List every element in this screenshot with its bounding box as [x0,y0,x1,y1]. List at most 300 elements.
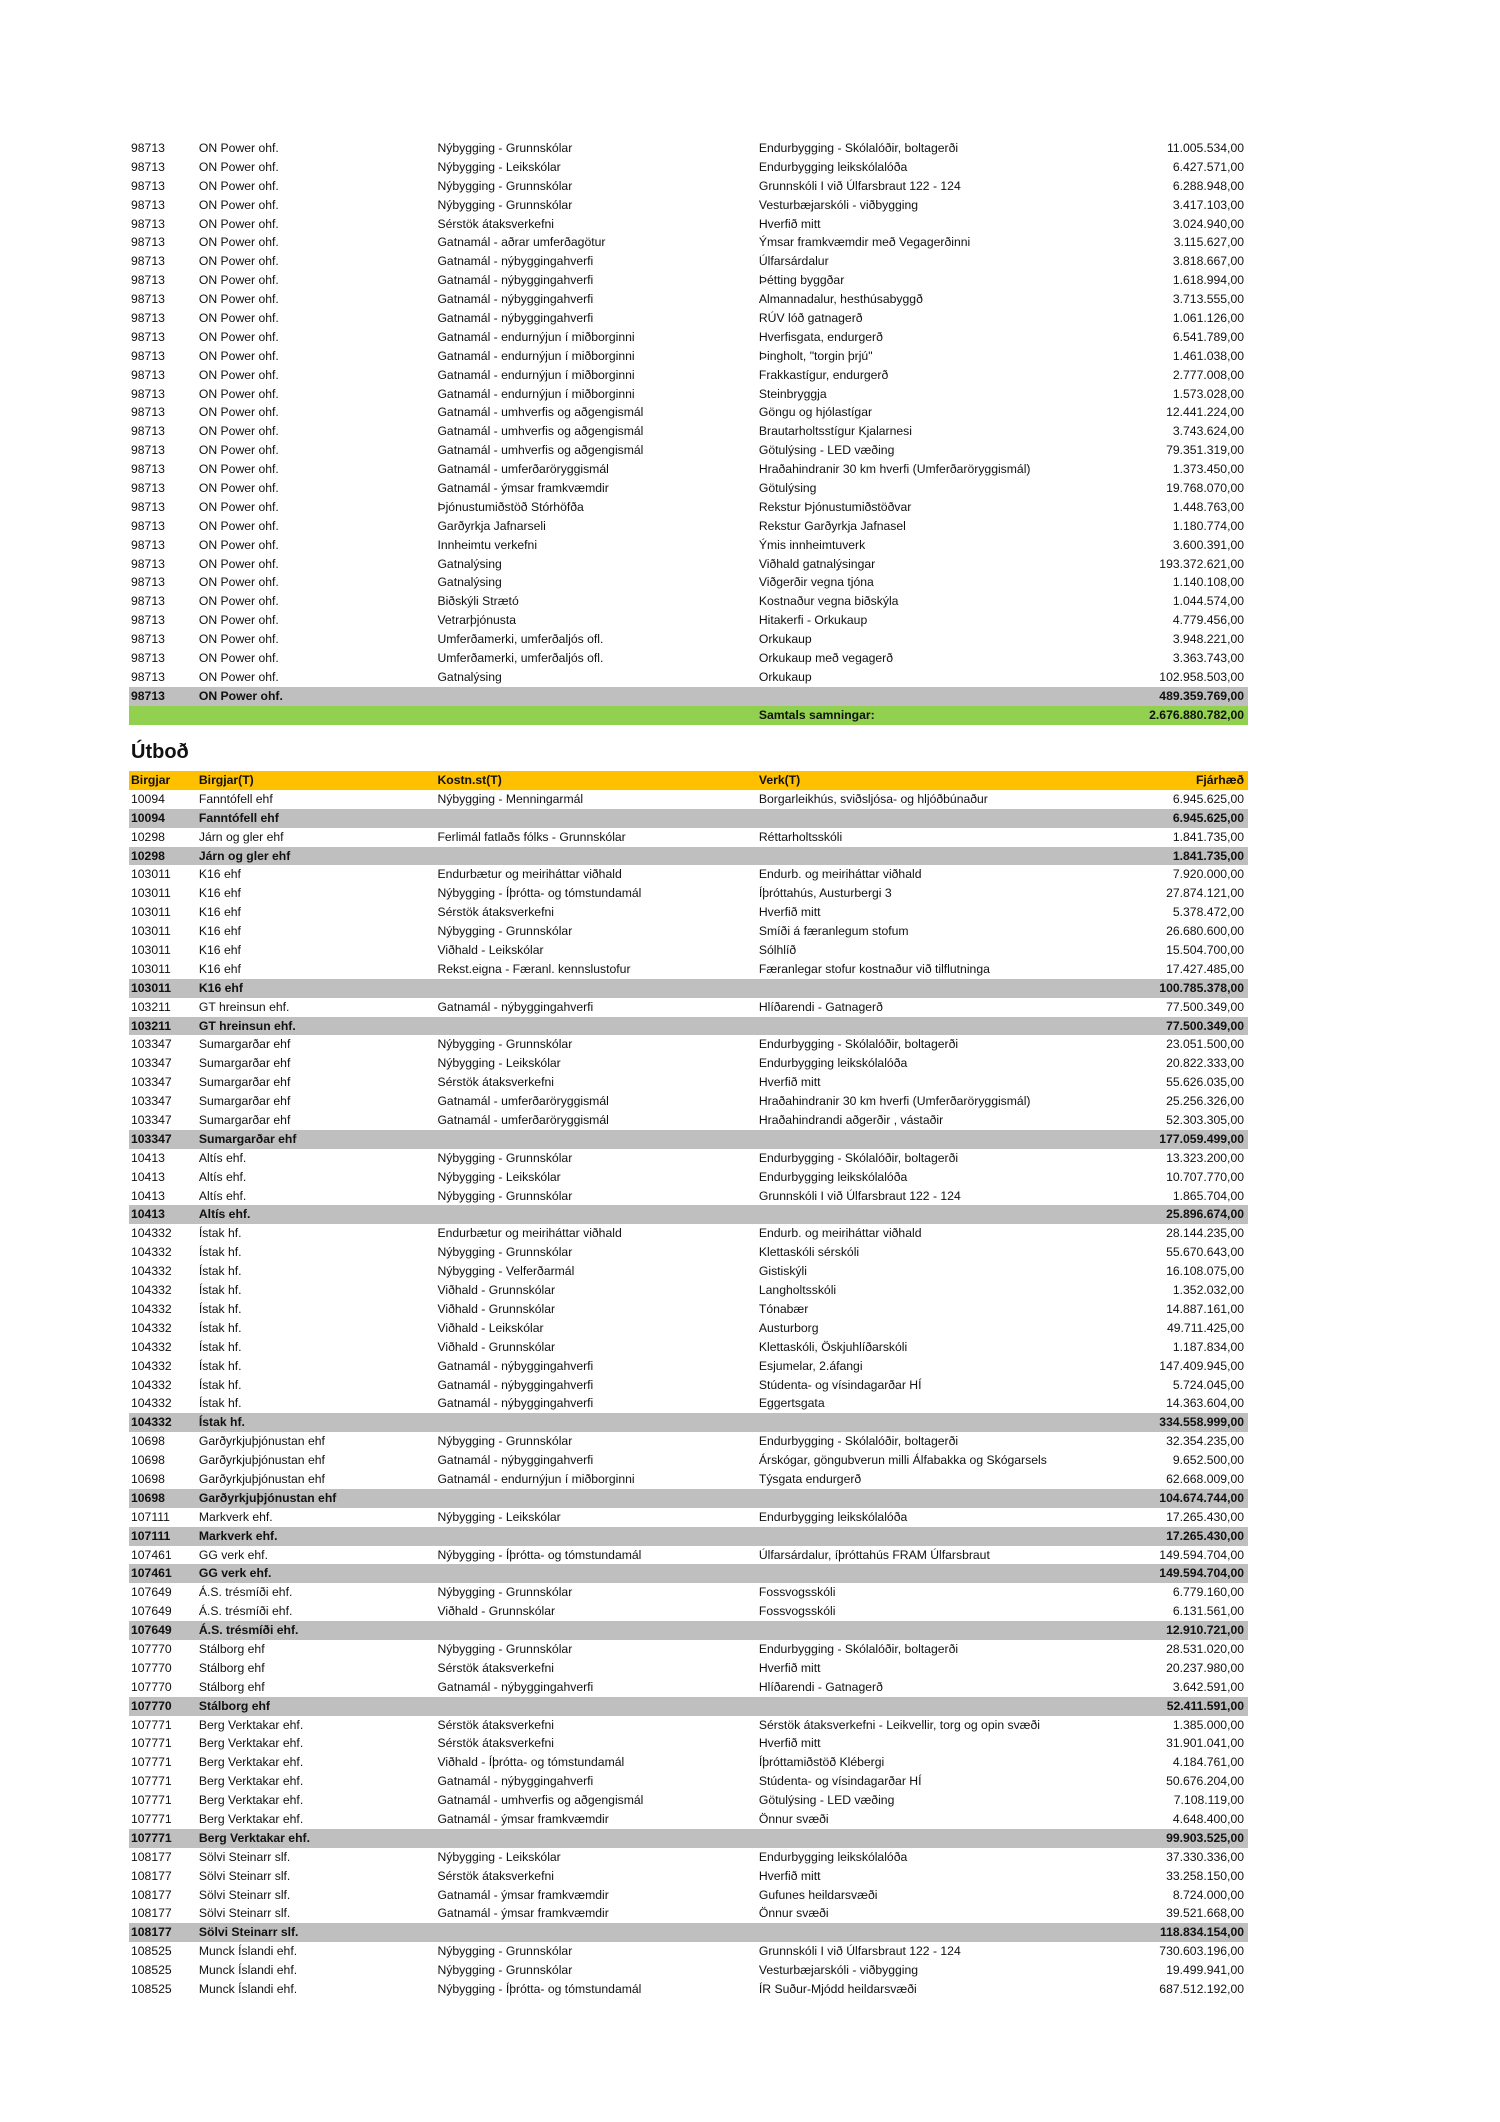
subtotal-row [129,1697,1248,1716]
cell-project: Orkukaup [758,632,812,647]
cell-amount: 27.874.121,00 [1166,886,1245,901]
cell-cost-center: Nýbygging - Velferðarmál [437,1264,575,1279]
cell-amount: 1.461.038,00 [1172,348,1245,363]
cell-project: Orkukaup [758,669,812,684]
cell-amount: 6.131.561,00 [1172,1604,1245,1619]
cell-cost-center: Gatnamál - ýmsar framkvæmdir [437,1811,609,1826]
cell-amount: 99.903.525,00 [1166,1830,1245,1845]
cell-cost-center: Nýbygging - Grunnskólar [437,924,573,939]
cell-amount: 102.958.503,00 [1159,669,1245,684]
cell-id: 107649 [131,1585,172,1600]
cell-project: Íþróttahús, Austurbergi 3 [758,886,892,901]
cell-cost-center: Nýbygging - Íþrótta- og tómstundamál [437,886,642,901]
cell-id: 103347 [131,1056,172,1071]
cell-amount: 1.865.704,00 [1172,1188,1245,1203]
table-row [129,1961,1248,1980]
cell-id: 98713 [131,311,165,326]
cell-project: Réttarholtsskóli [758,829,843,844]
cell-id: 104332 [131,1283,172,1298]
cell-cost-center: Nýbygging - Grunnskólar [437,1150,573,1165]
cell-cost-center: Garðyrkja Jafnarseli [437,518,546,533]
cell-cost-center: Gatnamál - endurnýjun í miðborginni [437,386,635,401]
cell-cost-center: Þjónustumiðstöð Stórhöfða [437,499,584,514]
subtotal-row [129,979,1248,998]
cell-supplier: Ístak hf. [198,1320,242,1335]
table-header [129,771,1248,790]
cell-cost-center: Gatnamál - nýbyggingahverfi [437,292,594,307]
cell-amount: 489.359.769,00 [1159,688,1245,703]
table-row [129,1867,1248,1886]
cell-amount: 77.500.349,00 [1166,1018,1245,1033]
cell-cost-center: Gatnamál - nýbyggingahverfi [437,1774,594,1789]
cell-cost-center: Rekst.eigna - Færanl. kennslustofur [437,961,631,976]
cell-amount: 147.409.945,00 [1159,1358,1245,1373]
cell-id: 103347 [131,1094,172,1109]
cell-amount: 687.512.192,00 [1159,1982,1245,1996]
subtotal-row [129,1489,1248,1508]
cell-id: 108525 [131,1963,172,1978]
table-row [129,1111,1248,1130]
cell-supplier: ON Power ohf. [198,518,279,533]
cell-cost-center: Vetrarþjónusta [437,613,517,628]
cell-id: 10413 [131,1188,165,1203]
cell-cost-center: Viðhald - Leikskólar [437,943,544,958]
cell-supplier: ON Power ohf. [198,594,279,609]
cell-cost-center: Gatnamál - umferðaröryggismál [437,1113,609,1128]
cell-id: 104332 [131,1226,172,1241]
cell-cost-center: Nýbygging - Grunnskólar [437,1245,573,1260]
table-row [129,1243,1248,1262]
cell-id: 104332 [131,1396,172,1411]
cell-cost-center: Nýbygging - Leikskólar [437,1169,561,1184]
cell-cost-center: Viðhald - Grunnskólar [437,1339,556,1354]
cell-supplier: Markverk ehf. [198,1509,273,1524]
cell-project: Endurbygging leikskólalóða [758,1056,908,1071]
cell-amount: 17.265.430,00 [1166,1528,1245,1543]
cell-cost-center: Gatnamál - umhverfis og aðgengismál [437,424,644,439]
cell-cost-center: Gatnamál - nýbyggingahverfi [437,254,594,269]
cell-id: 98713 [131,386,165,401]
table-row [129,1376,1248,1395]
cell-amount: 3.600.391,00 [1172,537,1245,552]
cell-amount: 100.785.378,00 [1159,980,1245,995]
subtotal-row [129,847,1248,866]
cell-project: Vesturbæjarskóli - viðbygging [758,1963,919,1978]
table-row [129,611,1248,630]
table-row [129,1073,1248,1092]
cell-cost-center: Viðhald - Grunnskólar [437,1604,556,1619]
cell-id: 108177 [131,1868,172,1883]
cell-id: 98713 [131,273,165,288]
table-row [129,555,1248,574]
cell-amount: 52.411.591,00 [1166,1698,1245,1713]
cell-amount: 10.707.770,00 [1166,1169,1245,1184]
cell-id: 98713 [131,556,165,571]
cell-id: 103211 [131,999,171,1014]
cell-project: Hverfið mitt [758,216,821,231]
cell-amount: 6.427.571,00 [1172,159,1245,174]
table-row [129,1791,1248,1810]
cell-project: Hverfið mitt [758,905,821,920]
cell-cost-center: Gatnamál - endurnýjun í miðborginni [437,329,635,344]
cell-project: Hverfið mitt [758,1075,821,1090]
cell-supplier: Fanntófell ehf [198,791,273,806]
cell-amount: 6.288.948,00 [1172,178,1245,193]
cell-cost-center: Gatnamál - umhverfis og aðgengismál [437,405,644,420]
table-row [129,1035,1248,1054]
table-row [129,1432,1248,1451]
table-row [129,592,1248,611]
cell-id: 98713 [131,216,165,231]
table-row [129,668,1248,687]
cell-supplier: ON Power ohf. [198,159,279,174]
section-title: Útboð [131,741,189,763]
cell-project: Hverfið mitt [758,1736,821,1751]
header-id: Birgjar [131,773,171,787]
table-row [129,1054,1248,1073]
cell-project: Gufunes heildarsvæði [758,1887,878,1902]
cell-supplier: ON Power ohf. [198,348,279,363]
cell-amount: 1.841.735,00 [1172,848,1245,863]
cell-project: Þétting byggðar [758,273,845,288]
subtotal-row [129,1621,1248,1640]
cell-id: 107111 [131,1509,170,1524]
cell-project: Eggertsgata [758,1396,825,1411]
cell-project: Rekstur Garðyrkja Jafnasel [758,518,906,533]
cell-supplier: K16 ehf [198,961,241,976]
cell-cost-center: Gatnamál - endurnýjun í miðborginni [437,367,635,382]
table-row [129,1149,1248,1168]
table-row [129,1583,1248,1602]
cell-supplier: ON Power ohf. [198,367,279,382]
header-project: Verk(T) [758,773,801,787]
cell-id: 103011 [131,905,171,920]
cell-amount: 20.237.980,00 [1166,1660,1245,1675]
cell-supplier: ON Power ohf. [198,481,279,496]
cell-cost-center: Viðhald - Grunnskólar [437,1301,556,1316]
cell-cost-center: Umferðamerki, umferðaljós ofl. [437,651,604,666]
table-row [129,1886,1248,1905]
cell-id: 103347 [131,1075,172,1090]
table-row [129,1640,1248,1659]
cell-cost-center: Viðhald - Leikskólar [437,1320,544,1335]
cell-id: 107771 [131,1736,172,1751]
cell-cost-center: Nýbygging - Grunnskólar [437,1944,573,1959]
cell-cost-center: Umferðamerki, umferðaljós ofl. [437,632,604,647]
cell-supplier: Berg Verktakar ehf. [198,1793,304,1808]
table-row [129,1659,1248,1678]
cell-supplier: Ístak hf. [198,1339,242,1354]
cell-project: Týsgata endurgerð [758,1471,862,1486]
cell-supplier: Munck Íslandi ehf. [198,1963,298,1978]
table-row [129,328,1248,347]
cell-project: Grunnskóli I við Úlfarsbraut 122 - 124 [758,178,961,193]
cell-supplier: Sumargarðar ehf [198,1094,291,1109]
cell-supplier: ON Power ohf. [198,556,279,571]
cell-amount: 1.061.126,00 [1172,311,1245,326]
cell-amount: 177.059.499,00 [1159,1131,1245,1146]
cell-supplier: Járn og gler ehf [198,829,284,844]
cell-id: 104332 [131,1358,172,1373]
cell-amount: 49.711.425,00 [1166,1320,1245,1335]
table-row [129,1338,1248,1357]
cell-project: Frakkastígur, endurgerð [758,367,889,382]
cell-id: 98713 [131,575,165,590]
cell-amount: 37.330.336,00 [1166,1849,1245,1864]
cell-supplier: ON Power ohf. [198,405,279,420]
cell-project: Götulýsing [758,481,817,496]
cell-supplier: ON Power ohf. [198,273,279,288]
cell-id: 104332 [131,1245,172,1260]
table-row [129,422,1248,441]
subtotal-row [129,1205,1248,1224]
cell-supplier: Sumargarðar ehf [198,1037,291,1052]
subtotal-row [129,1923,1248,1942]
cell-supplier: Garðyrkjuþjónustan ehf [198,1490,337,1505]
cell-amount: 149.594.704,00 [1159,1547,1245,1562]
table-row [129,1772,1248,1791]
table-row [129,1546,1248,1565]
cell-cost-center: Nýbygging - Íþrótta- og tómstundamál [437,1982,642,1996]
table-row [129,828,1248,847]
cell-cost-center: Nýbygging - Menningarmál [437,791,584,806]
cell-project: Kostnaður vegna biðskýla [758,594,899,609]
cell-cost-center: Endurbætur og meiriháttar viðhald [437,1226,622,1241]
cell-amount: 31.901.041,00 [1166,1736,1245,1751]
table-row [129,347,1248,366]
cell-id: 98713 [131,348,165,363]
table-row [129,1678,1248,1697]
table-row [129,233,1248,252]
cell-supplier: K16 ehf [198,905,241,920]
table-row [129,1092,1248,1111]
cell-id: 98713 [131,481,165,496]
cell-amount: 3.743.624,00 [1172,424,1245,439]
cell-amount: 3.713.555,00 [1172,292,1245,307]
cell-amount: 149.594.704,00 [1159,1566,1245,1581]
cell-supplier: Markverk ehf. [198,1528,278,1543]
cell-cost-center: Gatnamál - umhverfis og aðgengismál [437,1793,644,1808]
cell-supplier: ON Power ohf. [198,424,279,439]
cell-project: Orkukaup með vegagerð [758,651,894,666]
cell-supplier: Stálborg ehf [198,1679,265,1694]
cell-cost-center: Gatnamál - nýbyggingahverfi [437,311,594,326]
cell-id: 98713 [131,443,165,458]
cell-project: Almannadalur, hesthúsabyggð [758,292,923,307]
cell-id: 108525 [131,1944,172,1959]
cell-id: 98713 [131,594,165,609]
cell-supplier: Sumargarðar ehf [198,1075,291,1090]
cell-supplier: Berg Verktakar ehf. [198,1736,304,1751]
cell-cost-center: Gatnamál - nýbyggingahverfi [437,273,594,288]
cell-project: Endurbygging leikskólalóða [758,1509,908,1524]
cell-project: Endurbygging - Skólalóðir, boltagerði [758,1150,959,1165]
cell-amount: 6.945.625,00 [1172,791,1245,806]
subtotal-row [129,1527,1248,1546]
cell-supplier: K16 ehf [198,867,241,882]
cell-id: 107771 [131,1793,172,1808]
cell-project: ÍR Suður-Mjódd heildarsvæði [758,1982,917,1996]
cell-id: 108177 [131,1925,172,1940]
cell-cost-center: Nýbygging - Grunnskólar [437,178,573,193]
cell-amount: 11.005.534,00 [1166,141,1245,155]
cell-id: 107461 [131,1566,172,1581]
cell-project: Önnur svæði [758,1811,829,1826]
cell-supplier: K16 ehf [198,886,241,901]
cell-supplier: Altís ehf. [198,1188,247,1203]
cell-supplier: K16 ehf [198,980,243,995]
cell-project: Langholtsskóli [758,1283,837,1298]
cell-cost-center: Sérstök átaksverkefni [437,1660,554,1675]
table-row [129,960,1248,979]
cell-supplier: Ístak hf. [198,1415,245,1430]
cell-cost-center: Gatnamál - nýbyggingahverfi [437,1358,594,1373]
cell-project: Viðhald gatnalýsingar [758,556,876,571]
table-row [129,1281,1248,1300]
cell-cost-center: Sérstök átaksverkefni [437,1736,554,1751]
cell-id: 10698 [131,1453,165,1468]
grand-total-row [129,706,1248,725]
cell-supplier: Á.S. trésmíði ehf. [198,1623,299,1638]
cell-supplier: ON Power ohf. [198,292,279,307]
cell-supplier: ON Power ohf. [198,329,279,344]
cell-supplier: ON Power ohf. [198,216,279,231]
cell-supplier: ON Power ohf. [198,669,279,684]
cell-amount: 19.768.070,00 [1166,481,1245,496]
cell-supplier: Sumargarðar ehf [198,1113,291,1128]
cell-id: 98713 [131,613,165,628]
cell-id: 103011 [131,886,171,901]
cell-amount: 1.180.774,00 [1172,518,1245,533]
cell-project: Sérstök átaksverkefni - Leikvellir, torg og opin svæði [758,1717,1040,1732]
cell-project: Hlíðarendi - Gatnagerð [758,999,883,1014]
subtotal-row [129,1829,1248,1848]
cell-id: 10698 [131,1490,165,1505]
cell-supplier: Á.S. trésmíði ehf. [198,1604,293,1619]
cell-amount: 52.303.305,00 [1166,1113,1245,1128]
cell-supplier: Sölvi Steinarr slf. [198,1868,291,1883]
table-row [129,290,1248,309]
cell-amount: 1.448.763,00 [1172,499,1245,514]
cell-amount: 1.385.000,00 [1172,1717,1245,1732]
cell-project: Gistiskýli [758,1264,807,1279]
cell-amount: 1.187.834,00 [1172,1339,1245,1354]
cell-project: Esjumelar, 2.áfangi [758,1358,863,1373]
cell-project: Hraðahindrandi aðgerðir , vástaðir [758,1113,944,1128]
table-row [129,1451,1248,1470]
cell-id: 98713 [131,537,165,552]
table-row [129,139,1248,158]
cell-project: Göngu og hjólastígar [758,405,873,420]
cell-id: 103011 [131,924,171,939]
header-cost-center: Kostn.st(T) [437,773,502,787]
table-row [129,573,1248,592]
cell-cost-center: Nýbygging - Leikskólar [437,159,561,174]
cell-amount: 9.652.500,00 [1172,1453,1245,1468]
cell-supplier: Berg Verktakar ehf. [198,1830,310,1845]
cell-id: 10094 [131,791,165,806]
cell-project: Brautarholtsstígur Kjalarnesi [758,424,912,439]
cell-project: Hlíðarendi - Gatnagerð [758,1679,883,1694]
cell-supplier: Munck Íslandi ehf. [198,1944,298,1959]
cell-amount: 12.441.224,00 [1166,405,1245,420]
table-row [129,177,1248,196]
cell-supplier: ON Power ohf. [198,688,283,703]
cell-project: Hverfið mitt [758,1868,821,1883]
cell-amount: 14.363.604,00 [1166,1396,1245,1411]
cell-project: Endurb. og meiriháttar viðhald [758,1226,922,1241]
cell-amount: 15.504.700,00 [1166,943,1245,958]
cell-project: Önnur svæði [758,1906,829,1921]
cell-id: 107771 [131,1811,172,1826]
cell-supplier: Sölvi Steinarr slf. [198,1925,299,1940]
cell-cost-center: Nýbygging - Grunnskólar [437,1963,573,1978]
cell-amount: 4.648.400,00 [1172,1811,1245,1826]
cell-id: 108177 [131,1849,172,1864]
cell-supplier: Ístak hf. [198,1358,242,1373]
table-row [129,884,1248,903]
cell-amount: 3.417.103,00 [1172,197,1245,212]
subtotal-row [129,1413,1248,1432]
cell-id: 98713 [131,518,165,533]
cell-project: Endurbygging leikskólalóða [758,1169,908,1184]
cell-id: 107649 [131,1623,172,1638]
cell-project: Endurbygging leikskólalóða [758,1849,908,1864]
table-row [129,403,1248,422]
cell-id: 103347 [131,1037,172,1052]
cell-id: 98713 [131,462,165,477]
cell-amount: 3.948.221,00 [1172,632,1245,647]
cell-supplier: Garðyrkjuþjónustan ehf [198,1434,325,1449]
table-row [129,922,1248,941]
cell-amount: 14.887.161,00 [1166,1301,1245,1316]
cell-amount: 1.140.108,00 [1172,575,1245,590]
cell-amount: 5.378.472,00 [1172,905,1245,920]
cell-supplier: ON Power ohf. [198,575,279,590]
cell-amount: 28.144.235,00 [1166,1226,1245,1241]
cell-supplier: Altís ehf. [198,1150,247,1165]
cell-amount: 32.354.235,00 [1166,1434,1245,1449]
cell-supplier: Stálborg ehf [198,1660,265,1675]
cell-cost-center: Gatnamál - nýbyggingahverfi [437,1453,594,1468]
cell-amount: 79.351.319,00 [1166,443,1245,458]
cell-cost-center: Sérstök átaksverkefni [437,905,554,920]
cell-id: 98713 [131,254,165,269]
table-row [129,309,1248,328]
cell-supplier: Á.S. trésmíði ehf. [198,1585,293,1600]
cell-amount: 6.779.160,00 [1172,1585,1245,1600]
cell-project: Smíði á færanlegum stofum [758,924,909,939]
cell-id: 107649 [131,1604,172,1619]
cell-project: Austurborg [758,1320,819,1335]
cell-project: Stúdenta- og vísindagarðar HÍ [758,1377,922,1392]
cell-cost-center: Gatnamál - umferðaröryggismál [437,1094,609,1109]
cell-project: Grunnskóli I við Úlfarsbraut 122 - 124 [758,1188,961,1203]
cell-supplier: ON Power ohf. [198,462,279,477]
cell-id: 104332 [131,1264,172,1279]
table-row [129,1187,1248,1206]
cell-amount: 5.724.045,00 [1172,1377,1245,1392]
cell-id: 98713 [131,424,165,439]
cell-project: Stúdenta- og vísindagarðar HÍ [758,1774,922,1789]
cell-project: Sólhlíð [758,943,797,958]
cell-amount: 1.373.450,00 [1172,462,1245,477]
cell-cost-center: Nýbygging - Grunnskólar [437,1641,573,1656]
cell-cost-center: Gatnamál - endurnýjun í miðborginni [437,1471,635,1486]
cell-project: Hraðahindranir 30 km hverfi (Umferðaröryggismál) [758,1094,1031,1109]
cell-supplier: Ístak hf. [198,1264,242,1279]
cell-amount: 26.680.600,00 [1166,924,1245,939]
